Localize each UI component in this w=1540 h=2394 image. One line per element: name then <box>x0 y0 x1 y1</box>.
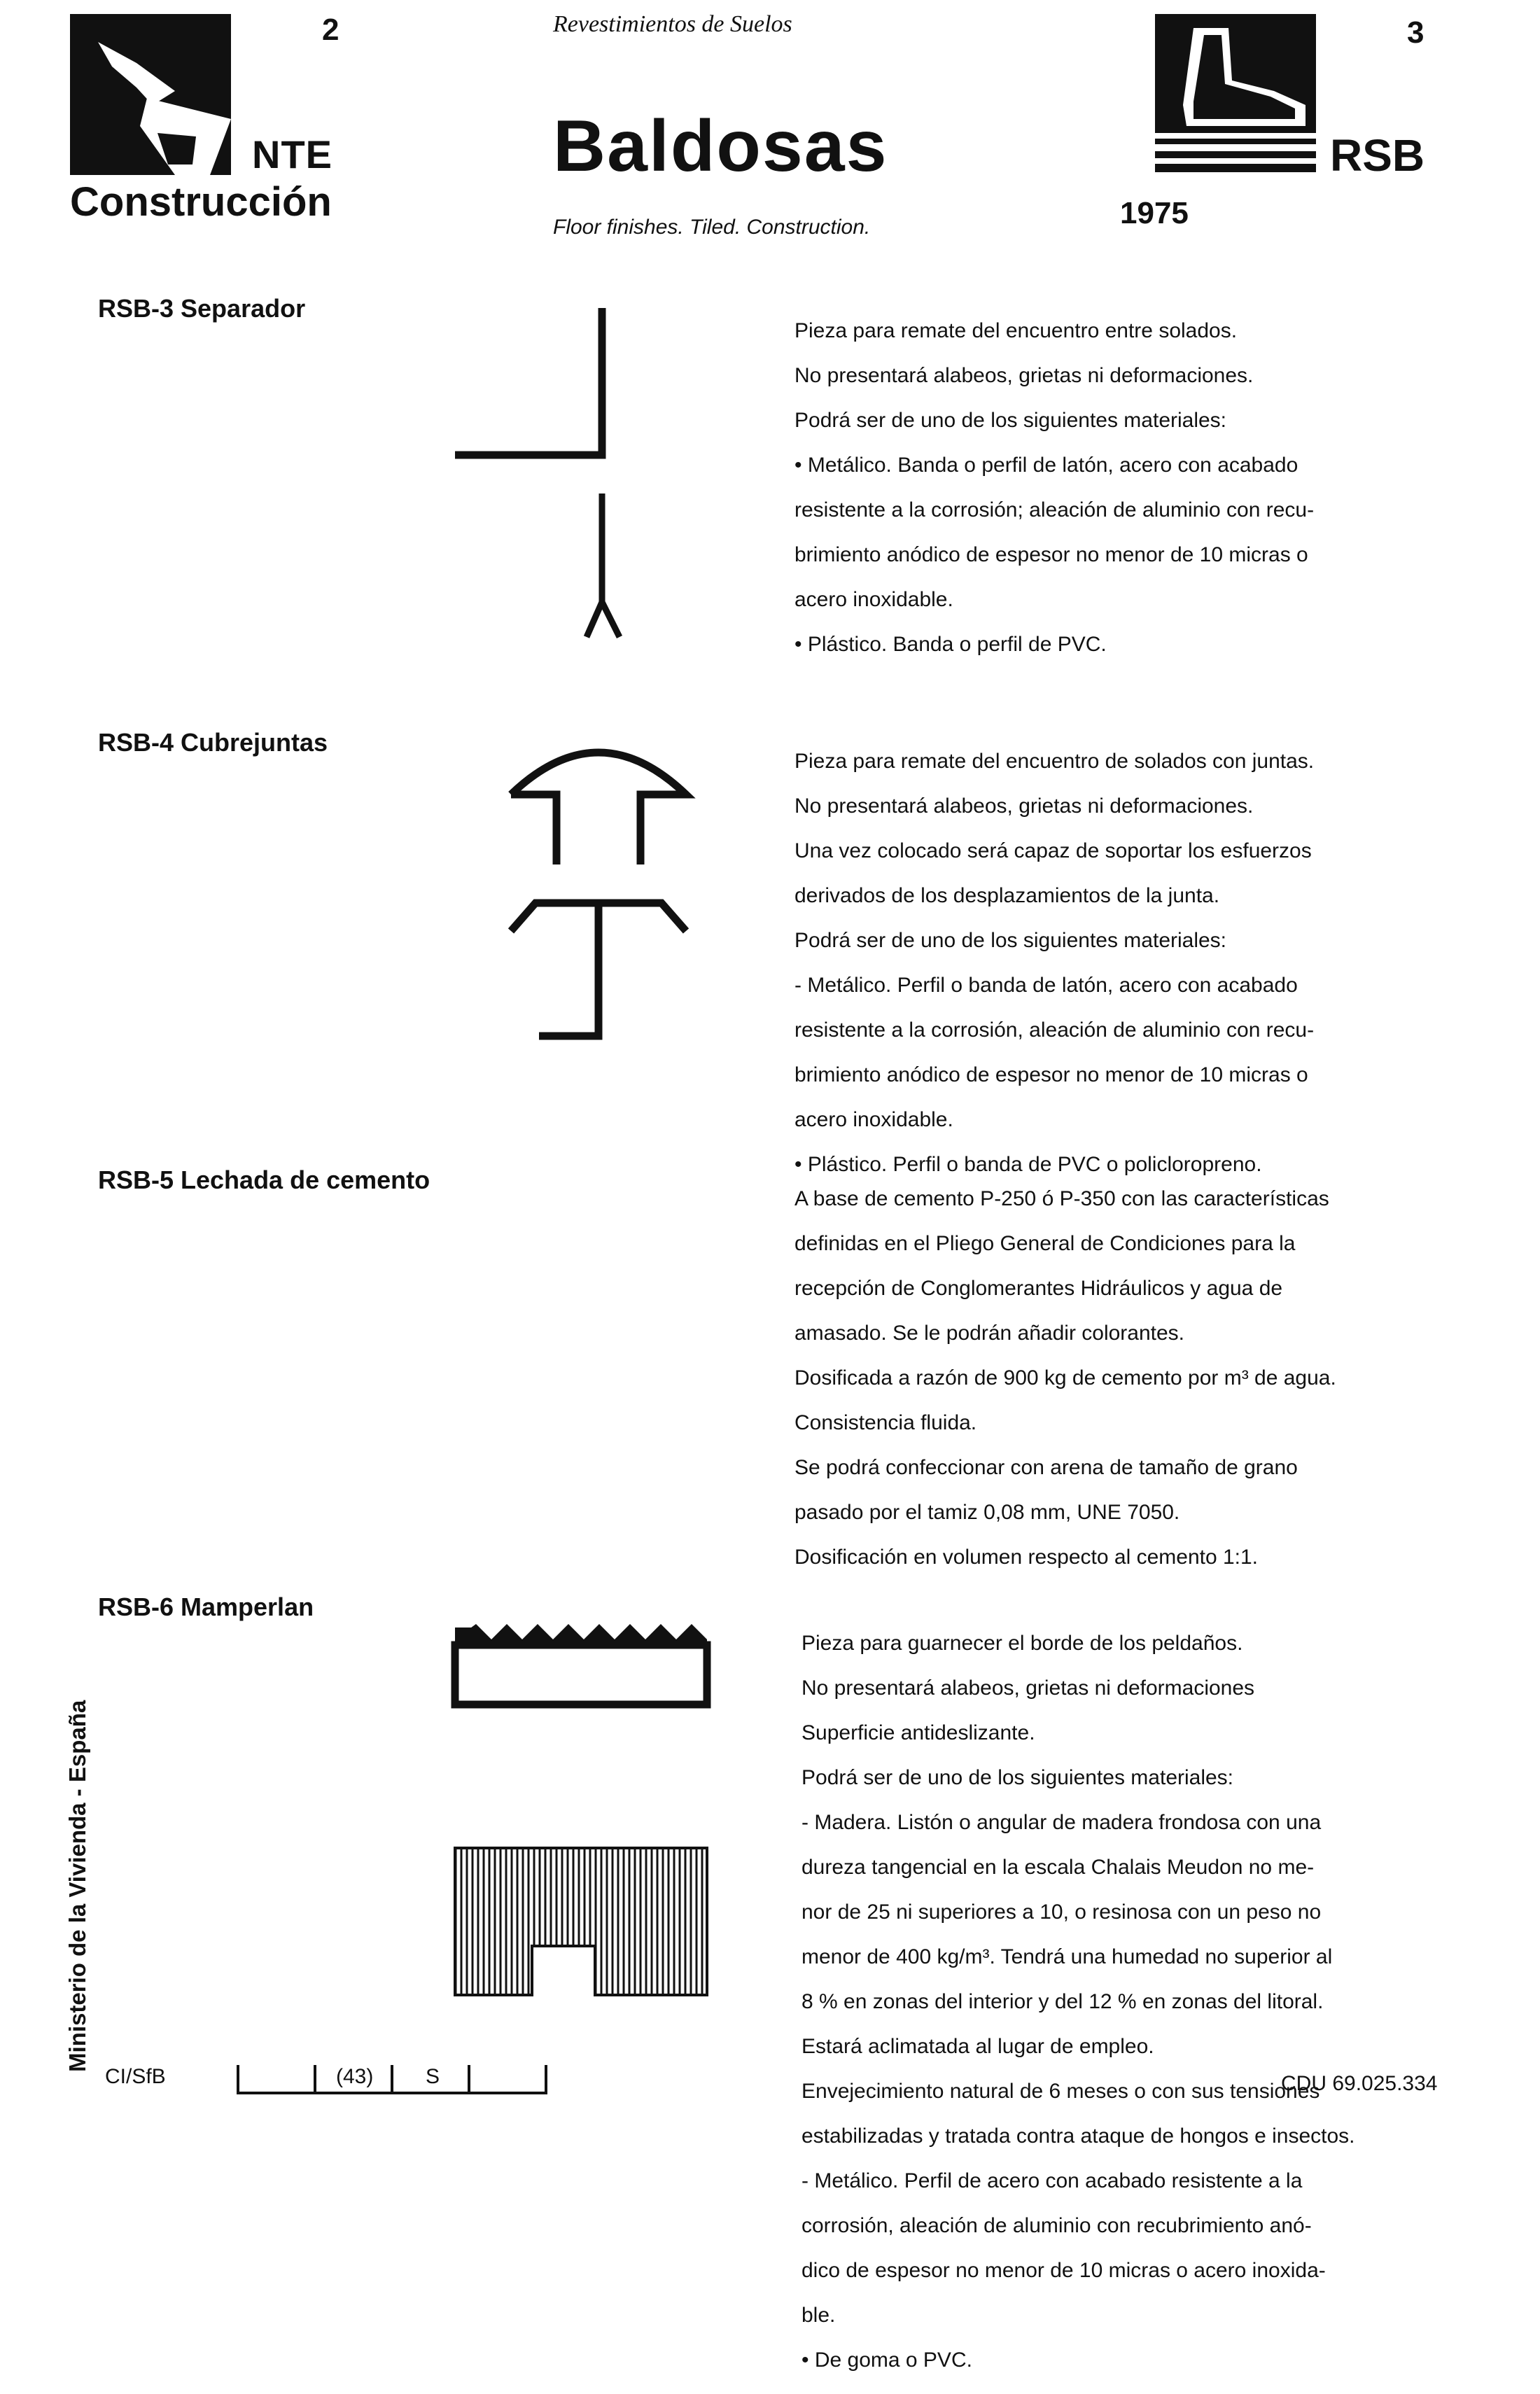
text-line: menor de 400 kg/m³. Tendrá una humedad no superior al <box>802 1945 1333 1968</box>
text-line: Envejecimiento natural de 6 meses o con sus tensiones <box>802 2080 1320 2103</box>
text-line: amasado. Se le podrán añadir colorantes. <box>794 1322 1185 1345</box>
section-label-rsb-4: RSB-4 Cubrejuntas <box>98 728 328 757</box>
text-line: Superficie antideslizante. <box>802 1721 1035 1744</box>
text-line: Se podrá confeccionar con arena de tamaño de grano <box>794 1456 1298 1479</box>
text-line: resistente a la corrosión, aleación de aluminio con recu- <box>794 1018 1315 1042</box>
text-line: estabilizadas y tratada contra ataque de hongos e insectos. <box>802 2124 1355 2148</box>
section-text-rsb-5 <box>794 1166 1452 1591</box>
trowel-icon <box>70 14 231 175</box>
text-line: - Metálico. Perfil o banda de latón, acero con acabado <box>794 974 1298 997</box>
text-line: ble. <box>802 2304 836 2327</box>
text-line: brimiento anódico de espesor no menor de 10 micras o <box>794 1063 1308 1086</box>
classification-label: CI/SfB <box>105 2065 166 2088</box>
section-text-rsb-3 <box>794 298 1452 678</box>
text-line: Pieza para remate del encuentro entre solados. <box>794 319 1238 342</box>
ministry-side-text: Ministerio de la Vivienda - España <box>64 1700 90 2072</box>
classification-code-1: (43) <box>336 2065 374 2088</box>
section-text-rsb-4 <box>794 728 1452 1198</box>
cubrejuntas-drawing <box>504 735 693 1071</box>
text-line: No presentará alabeos, grietas ni deformaciones. <box>794 364 1254 387</box>
classification-code-2: S <box>426 2065 440 2088</box>
section-text-rsb-6 <box>802 1610 1460 2394</box>
document-code: RSB <box>1330 130 1425 181</box>
text-line: - Metálico. Perfil de acero con acabado resistente a la <box>802 2169 1303 2192</box>
shoe-on-tile-icon <box>1155 14 1316 182</box>
text-line: Pieza para guarnecer el borde de los peldaños. <box>802 1632 1243 1655</box>
text-line: pasado por el tamiz 0,08 mm, UNE 7050. <box>794 1501 1180 1524</box>
text-line: corrosión, aleación de aluminio con recubrimiento anó- <box>802 2214 1312 2237</box>
mamperlan-drawing <box>448 1617 714 2009</box>
text-line: A base de cemento P-250 ó P-350 con las características <box>794 1187 1329 1210</box>
left-page-number: 2 <box>322 13 340 47</box>
text-line: Dosificada a razón de 900 kg de cemento por m³ de agua. <box>794 1366 1336 1390</box>
text-line: • De goma o PVC. <box>802 2348 972 2372</box>
category-header: Revestimientos de Suelos <box>553 11 792 37</box>
text-line: acero inoxidable. <box>794 1108 953 1131</box>
page-subtitle: Floor finishes. Tiled. Construction. <box>553 216 871 239</box>
classification-boxes <box>234 2062 556 2096</box>
text-line: Una vez colocado será capaz de soportar los esfuerzos <box>794 839 1312 862</box>
text-line: • Metálico. Banda o perfil de latón, acero con acabado <box>794 454 1298 477</box>
separador-drawing <box>448 301 630 651</box>
brand-long: Construcción <box>70 179 332 225</box>
text-line: No presentará alabeos, grietas ni deformaciones <box>802 1676 1255 1700</box>
section-label-rsb-6: RSB-6 Mamperlan <box>98 1592 314 1621</box>
text-line: Consistencia fluida. <box>794 1411 977 1434</box>
text-line: - Madera. Listón o angular de madera frondosa con una <box>802 1811 1322 1834</box>
text-line: brimiento anódico de espesor no menor de 10 micras o <box>794 543 1308 566</box>
text-line: • Plástico. Perfil o banda de PVC o policloropreno. <box>794 1153 1262 1176</box>
text-line: acero inoxidable. <box>794 588 953 611</box>
text-line: Podrá ser de uno de los siguientes materiales: <box>794 409 1227 432</box>
text-line: dureza tangencial en la escala Chalais Meudon no me- <box>802 1856 1315 1879</box>
text-line: Estará aclimatada al lugar de empleo. <box>802 2035 1154 2058</box>
text-line: dico de espesor no menor de 10 micras o acero inoxida- <box>802 2259 1326 2282</box>
brand-short: NTE <box>252 132 332 176</box>
text-line: derivados de los desplazamientos de la junta. <box>794 884 1220 907</box>
nte-logo <box>70 14 231 175</box>
page-title: Baldosas <box>553 106 888 187</box>
text-line: definidas en el Pliego General de Condiciones para la <box>794 1232 1296 1255</box>
text-line: Podrá ser de uno de los siguientes materiales: <box>794 929 1227 952</box>
section-label-rsb-5: RSB-5 Lechada de cemento <box>98 1166 430 1194</box>
text-line: No presentará alabeos, grietas ni deformaciones. <box>794 794 1254 818</box>
text-line: nor de 25 ni superiores a 10, o resinosa con un peso no <box>802 1900 1322 1924</box>
text-line: Pieza para remate del encuentro de solados con juntas. <box>794 750 1315 773</box>
section-label-rsb-3: RSB-3 Separador <box>98 294 306 323</box>
text-line: Podrá ser de uno de los siguientes materiales: <box>802 1766 1234 1789</box>
rsb-logo <box>1155 14 1316 182</box>
text-line: • Plástico. Banda o perfil de PVC. <box>794 633 1107 656</box>
publication-year: 1975 <box>1120 196 1189 230</box>
cdu-code: CDU 69.025.334 <box>1281 2072 1438 2095</box>
text-line: Dosificación en volumen respecto al cemento 1:1. <box>794 1546 1259 1569</box>
text-line: resistente a la corrosión; aleación de aluminio con recu- <box>794 498 1315 522</box>
right-page-number: 3 <box>1407 15 1424 50</box>
text-line: 8 % en zonas del interior y del 12 % en zonas del litoral. <box>802 1990 1324 2013</box>
text-line: recepción de Conglomerantes Hidráulicos y agua de <box>794 1277 1283 1300</box>
